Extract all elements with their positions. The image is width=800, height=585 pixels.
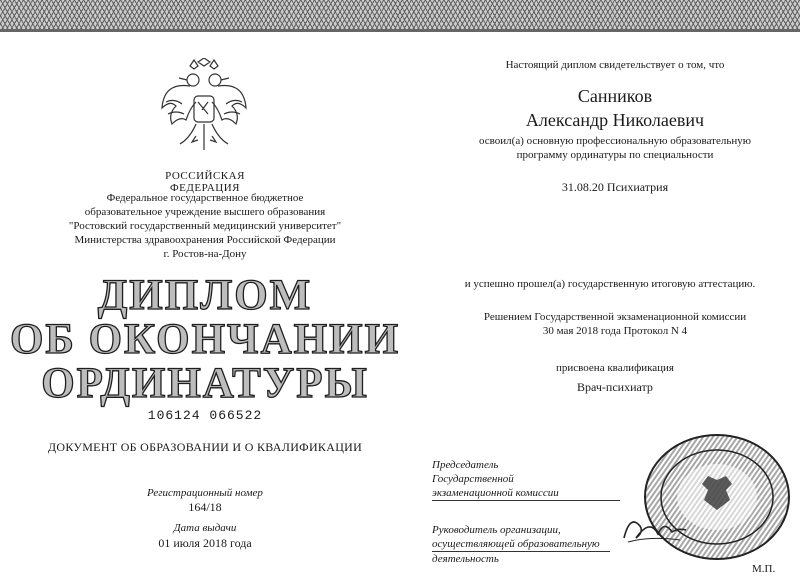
chair-line: экзаменационной комиссии [432, 486, 620, 501]
head-line: деятельность [432, 553, 499, 565]
qualification: Врач-психиатр [577, 380, 653, 394]
coat-of-arms-emblem [160, 58, 248, 158]
head-line: Руководитель организации, [432, 524, 561, 536]
registration-label: Регистрационный номер [147, 487, 263, 499]
registration-number: 164/18 [188, 500, 222, 514]
official-seal-stamp [642, 432, 792, 562]
country-label: РОССИЙСКАЯ ФЕДЕРАЦИЯ [165, 170, 245, 194]
intro-text: Настоящий диплом свидетельствует о том, что [505, 59, 725, 71]
serial-number: 106124 066522 [147, 408, 263, 423]
decision-line: 30 мая 2018 года Протокол N 4 [542, 325, 688, 337]
title-line: ОБ ОКОНЧАНИИ [9, 316, 401, 363]
surname: Санников [577, 86, 653, 106]
title-line: ОРДИНАТУРЫ [41, 360, 369, 407]
head-line: осуществляющей образовательную [432, 537, 610, 552]
chair-line: Председатель [432, 459, 499, 471]
commission-chair-label [432, 458, 632, 501]
specialty: 31.08.20 Психиатрия [561, 180, 669, 194]
issue-date-label: Дата выдачи [173, 522, 237, 534]
decision-line: Решением Государственной экзаменационной комиссии [483, 311, 747, 323]
mastered-block [440, 134, 790, 162]
issue-date: 01 июля 2018 года [158, 536, 252, 550]
title-line: ДИПЛОМ [97, 272, 313, 319]
institution-line: образовательное учреждение высшего образования [84, 206, 326, 218]
institution-line: "Ростовский государственный медицинский университет" [68, 220, 342, 232]
institution-line: Федеральное государственное бюджетное [106, 192, 304, 204]
commission-decision [450, 310, 780, 338]
ornamental-border [0, 0, 800, 32]
document-type: ДОКУМЕНТ ОБ ОБРАЗОВАНИИ И О КВАЛИФИКАЦИИ [47, 440, 363, 454]
mastered-line: программу ординатуры по специальности [516, 149, 714, 161]
diploma-title [0, 274, 410, 406]
organization-head-label [432, 523, 642, 566]
institution-block [20, 191, 390, 261]
attestation-text: и успешно прошел(а) государственную итоговую аттестацию. [464, 278, 756, 290]
seal-place-mark: М.П. [752, 563, 776, 575]
mastered-line: освоил(а) основную профессиональную образовательную [479, 135, 751, 147]
given-names: Александр Николаевич [525, 110, 705, 130]
institution-line: Министерства здравоохранения Российской Федерации [74, 234, 336, 246]
qualification-label: присвоена квалификация [556, 362, 674, 374]
institution-line: г. Ростов-на-Дону [163, 248, 247, 260]
chair-line: Государственной [432, 473, 514, 485]
